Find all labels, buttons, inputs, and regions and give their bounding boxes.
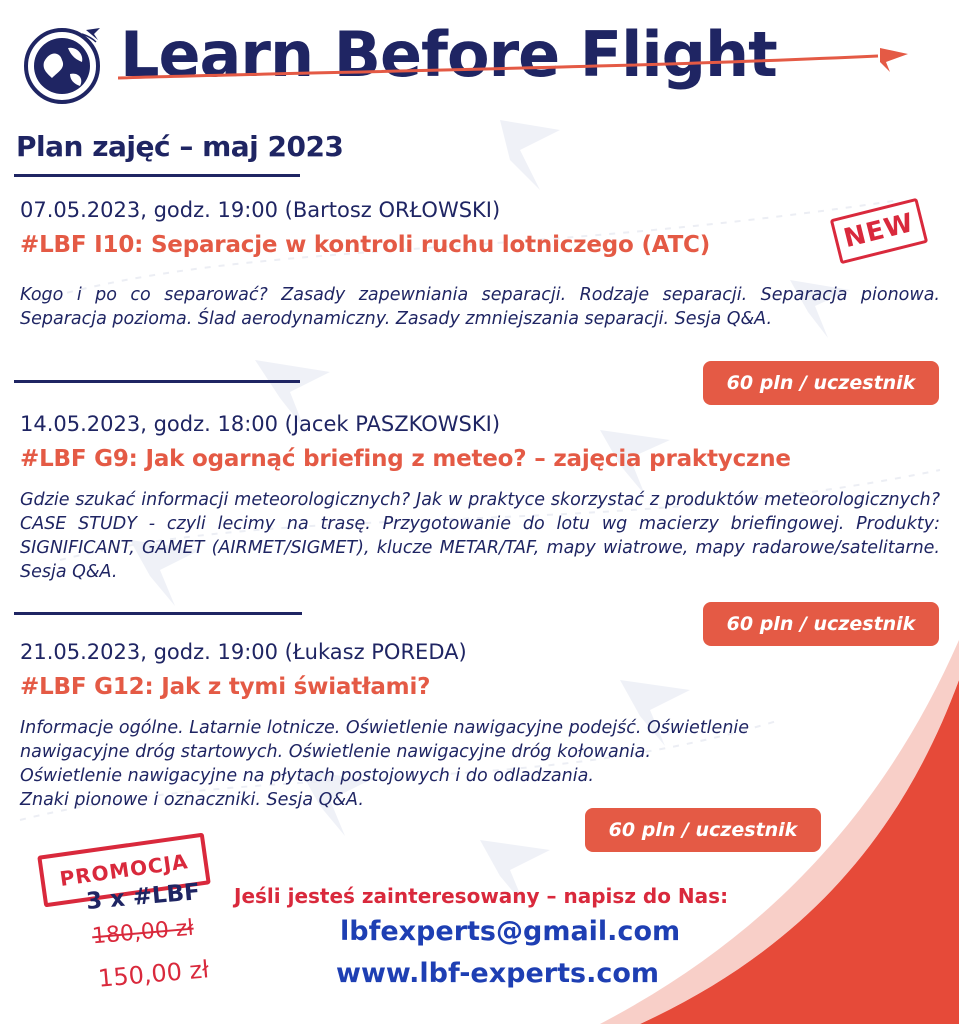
promo-old-price: 180,00 zł [91, 915, 195, 950]
event-2-title: #LBF G9: Jak ogarnąć briefing z meteo? – zajęcia praktyczne [20, 446, 791, 472]
contact-email-link[interactable]: lbfexperts@gmail.com [340, 916, 681, 947]
description-line: nawigacyjne dróg startowych. Oświetlenie nawigacyjne dróg kołowania. [20, 742, 651, 762]
description-line: Informacje ogólne. Latarnie lotnicze. Oświetlenie nawigacyjne podejść. Oświetlenie [20, 718, 750, 738]
event-1-description: Kogo i po co separować? Zasady zapewniania separacji. Rodzaje separacji. Separacja pionowa. Separacja pozioma. Ślad aerodynamiczny. Zasady zmniejszania separacji. Sesja Q&A. [20, 285, 940, 329]
description-line: Oświetlenie nawigacyjne na płytach postojowych i do odladzania. [20, 766, 594, 786]
event-2-date: 14.05.2023, godz. 18:00 (Jacek PASZKOWSKI) [20, 412, 501, 436]
title-underline [14, 174, 300, 177]
event-3-price: 60 pln / uczestnik [585, 808, 821, 852]
promo-count: 3 x #LBF [85, 879, 201, 915]
event-3-date: 21.05.2023, godz. 19:00 (Łukasz POREDA) [20, 640, 467, 664]
event-divider [14, 380, 300, 383]
promo-stamp: PROMOCJA [37, 833, 211, 908]
flight-path-line [118, 48, 908, 88]
promo-new-price: 150,00 zł [96, 955, 211, 993]
event-1-date: 07.05.2023, godz. 19:00 (Bartosz ORŁOWSKI) [20, 198, 501, 222]
new-badge: NEW [830, 198, 928, 264]
event-2-price: 60 pln / uczestnik [703, 602, 939, 646]
contact-cta: Jeśli jesteś zainteresowany – napisz do Nas: [234, 884, 729, 908]
globe-logo-icon [22, 22, 106, 106]
event-3-title: #LBF G12: Jak z tymi światłami? [20, 674, 431, 700]
event-1-price: 60 pln / uczestnik [703, 361, 939, 405]
event-2-description: Gdzie szukać informacji meteorologicznych? Jak w praktyce skorzystać z produktów meteorologicznych? CASE STUDY - czyli lecimy na trasę. Przygotowanie do lotu wg macierzy briefingowej. Produkty: SIGNIFICANT, GAMET (AIRMET/SIGMET), klucze METAR/TAF, mapy wiatrowe, mapy radarowe/satelitarne. Sesja Q&A. [20, 490, 940, 582]
event-3-description [20, 716, 950, 812]
event-divider [14, 612, 302, 615]
event-1-title: #LBF I10: Separacje w kontroli ruchu lotniczego (ATC) [20, 232, 711, 258]
website-link[interactable]: www.lbf-experts.com [336, 958, 660, 989]
brand-title: Learn Before Flight [120, 18, 777, 91]
description-line: Znaki pionowe i oznaczniki. Sesja Q&A. [20, 790, 364, 810]
plan-title: Plan zajęć – maj 2023 [16, 130, 344, 163]
